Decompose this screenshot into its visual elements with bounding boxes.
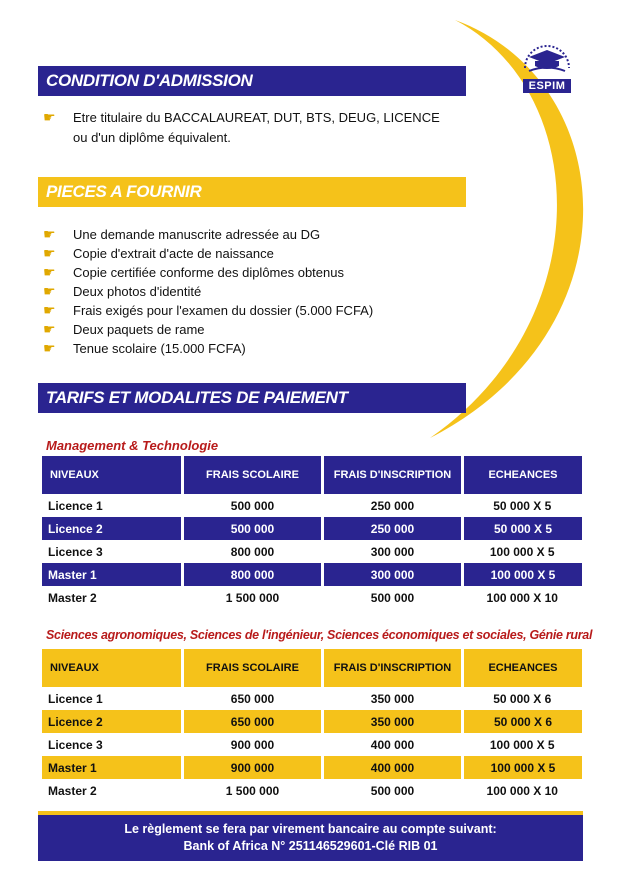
tarifs-banner: TARIFS ET MODALITES DE PAIEMENT [38,383,466,413]
table-row [42,586,582,609]
table-cell: 400 000 [370,737,415,752]
col-header: ECHEANCES [463,649,583,687]
col-header: FRAIS SCOLAIRE [183,456,323,494]
table-header-row [42,456,582,494]
list-item [43,301,374,320]
table-cell: Licence 1 [48,691,103,706]
table-cell: Licence 2 [42,517,183,540]
col-header: FRAIS D'INSCRIPTION [323,649,463,687]
list-item-text: Deux photos d'identité [73,284,202,299]
table-cell: 500 000 [183,517,323,540]
table-cell: 1 500 000 [225,590,280,605]
table-cell: 100 000 X 10 [486,783,558,798]
list-item-text: Copie certifiée conforme des diplômes obtenus [73,265,344,280]
pieces-list [43,225,374,358]
footer-line-1: Le règlement se fera par virement bancaire au compte suivant: [124,822,497,836]
list-item [43,320,373,339]
table-cell: 650 000 [183,710,323,733]
list-item-text: Tenue scolaire (15.000 FCFA) [73,341,246,356]
admission-banner: CONDITION D'ADMISSION [38,66,466,96]
pointing-hand-icon: ☛ [43,245,56,261]
table-cell: 100 000 X 5 [463,563,583,586]
table-cell: 100 000 X 5 [463,756,583,779]
table-row [42,779,582,802]
table-cell: 650 000 [230,691,275,706]
col-header: ECHEANCES [463,456,583,494]
table-cell: 800 000 [183,563,323,586]
logo-text: ESPIM [523,79,572,93]
table-cell: 500 000 [370,590,415,605]
table-cell: Licence 3 [48,544,103,559]
table-cell: 900 000 [230,737,275,752]
pieces-banner: PIECES A FOURNIR [38,177,466,207]
table-cell: 800 000 [230,544,275,559]
pointing-hand-icon: ☛ [43,340,56,356]
table-cell: 100 000 X 10 [486,590,558,605]
table-cell: Master 1 [42,756,183,779]
pointing-hand-icon: ☛ [43,321,56,337]
col-header: FRAIS D'INSCRIPTION [323,456,463,494]
table-cell: 350 000 [370,691,415,706]
table-row [42,540,582,563]
tarif-table-management [42,456,582,609]
pointing-hand-icon: ☛ [43,109,56,125]
table-row [42,687,582,710]
pointing-hand-icon: ☛ [43,226,56,242]
table-row [42,494,582,517]
table-cell: 50 000 X 5 [463,517,583,540]
list-item-text: Deux paquets de rame [73,322,205,337]
table-cell: 300 000 [323,563,463,586]
list-item-text: Une demande manuscrite adressée au DG [73,227,321,242]
table-cell: 50 000 X 6 [493,691,552,706]
table-cell: 50 000 X 5 [493,498,552,513]
table-header-row [42,649,582,687]
table-cell: 500 000 [370,783,415,798]
list-item [43,339,373,358]
table-cell: Licence 3 [48,737,103,752]
table-row [42,733,582,756]
table-row [42,756,582,779]
table-cell: Master 2 [48,590,97,605]
table-cell: 250 000 [370,498,415,513]
admission-text [43,109,440,145]
table-cell: 400 000 [323,756,463,779]
pointing-hand-icon: ☛ [43,283,56,299]
list-item-text: Frais exigés pour l'examen du dossier (5.000 FCFA) [73,303,374,318]
list-item [43,282,373,301]
admission-line-2: ou d'un diplôme équivalent. [73,130,231,145]
table-row [42,710,582,733]
table-row [42,563,582,586]
col-header: NIVEAUX [42,456,183,494]
col-header: FRAIS SCOLAIRE [183,649,323,687]
logo-emblem-icon [519,36,575,76]
tarif-table-sciences [42,649,582,802]
list-item [43,225,373,244]
table-cell: 900 000 [183,756,323,779]
list-item-text: Copie d'extrait d'acte de naissance [73,246,274,261]
table-cell: Master 2 [48,783,97,798]
table-cell: Licence 1 [48,498,103,513]
espim-logo [515,36,579,94]
pointing-hand-icon: ☛ [43,264,56,280]
table-cell: Licence 2 [42,710,183,733]
table-cell: 350 000 [323,710,463,733]
table2-subtitle: Sciences agronomiques, Sciences de l'ingénieur, Sciences économiques et sociales, Génie rural [46,628,593,642]
table-cell: 1 500 000 [225,783,280,798]
admission-line-1: Etre titulaire du BACCALAUREAT, DUT, BTS, DEUG, LICENCE [73,110,440,125]
table-cell: 300 000 [370,544,415,559]
table-cell: 250 000 [323,517,463,540]
pointing-hand-icon: ☛ [43,302,56,318]
table-cell: 500 000 [230,498,275,513]
table-cell: 100 000 X 5 [489,544,555,559]
col-header: NIVEAUX [42,649,183,687]
list-item [43,263,373,282]
payment-footer [38,811,583,861]
table-row [42,517,582,540]
table-cell: 50 000 X 6 [463,710,583,733]
table1-subtitle: Management & Technologie [46,438,219,453]
table-cell: 100 000 X 5 [489,737,555,752]
list-item [43,244,373,263]
table-cell: Master 1 [42,563,183,586]
footer-line-2: Bank of Africa N° 251146529601-Clé RIB 01 [183,839,438,853]
